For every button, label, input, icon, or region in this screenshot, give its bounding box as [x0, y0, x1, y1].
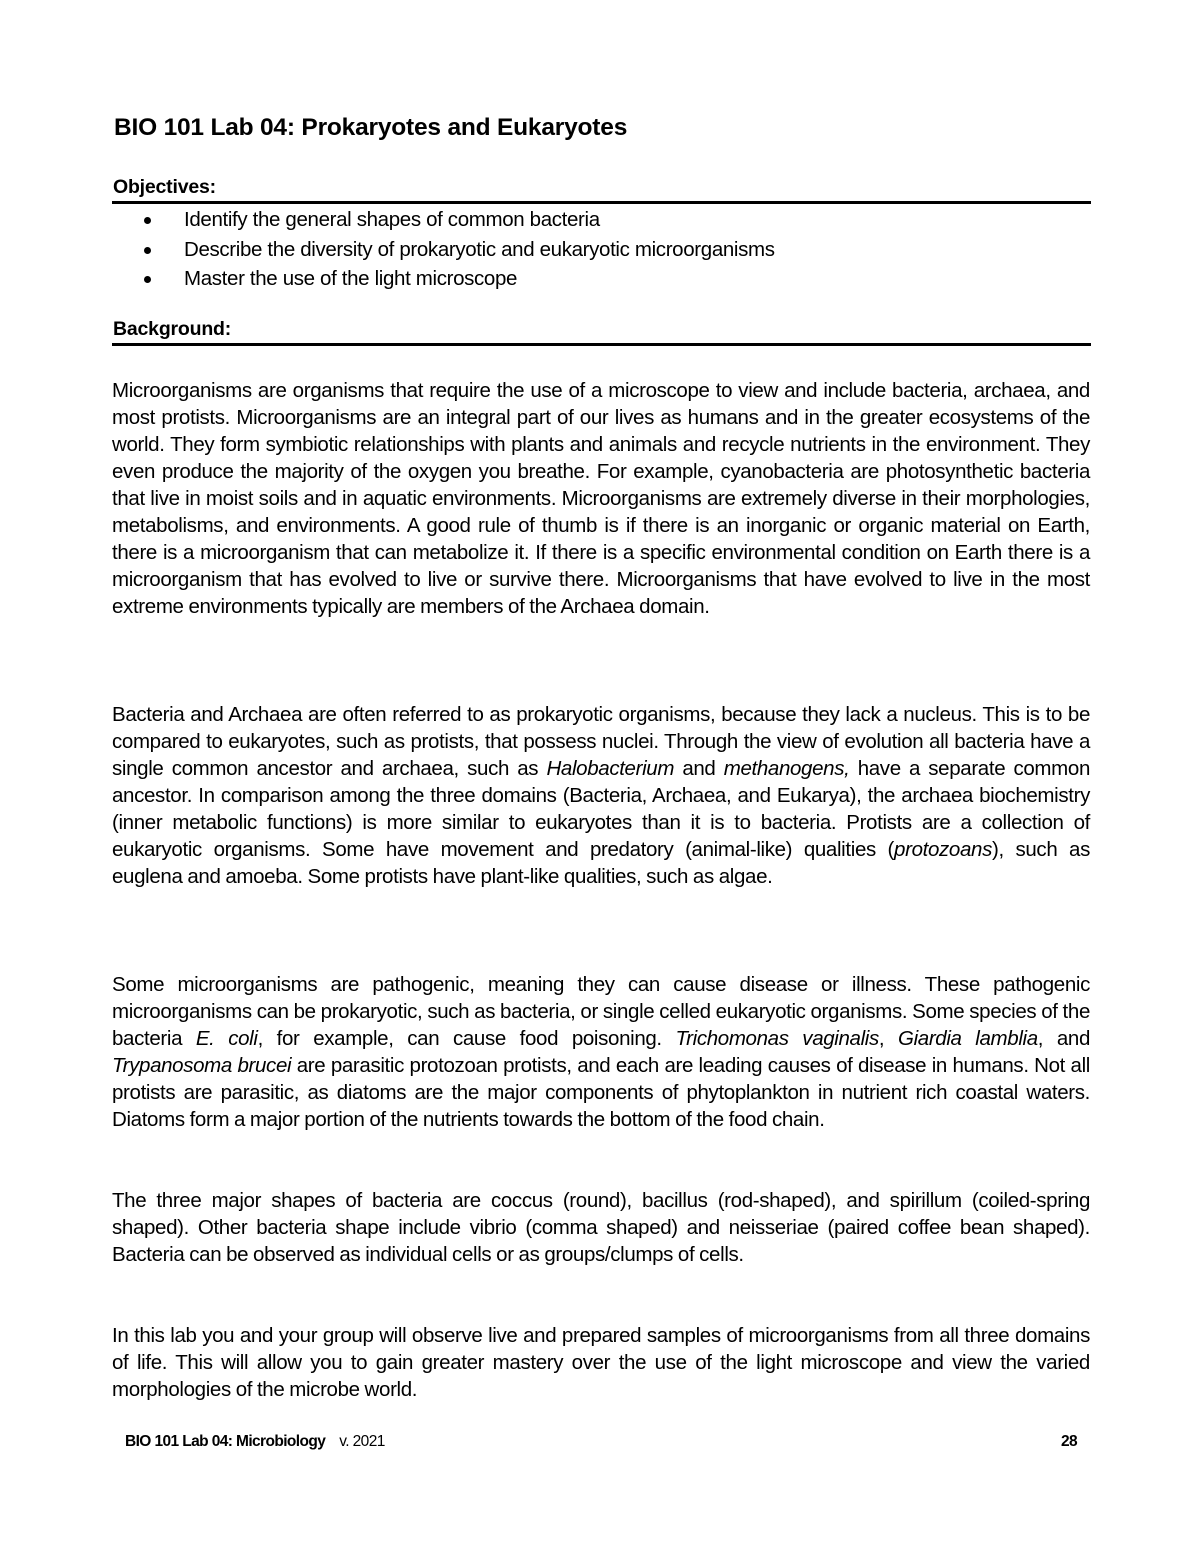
- objective-item: [112, 235, 775, 265]
- objective-text: Master the use of the light microscope: [184, 267, 518, 290]
- footer-course-label: [125, 1433, 385, 1451]
- footer-version: v. 2021: [339, 1433, 385, 1450]
- text-run: Microorganisms are organisms that require the use of a microscope to view and include bacteria, archaea, and most protists. Microorganisms are an integral part of our lives as humans and in the greater ecosystems of the world. They form symbiotic relationships with plants and animals and recycle nutrients in the environment. They even produce the majority of the oxygen you breathe. For example, cyanobacteria are photosynthetic bacteria that live in moist soils and in aquatic environments. Microorganisms are extremely diverse in their morphologies, metabolisms, and environments. A good rule of thumb is if there is an inorganic or organic material on Earth, there is a microorganism that can metabolize it. If there is a specific environmental condition on Earth there is a microorganism that has evolved to live or survive there. Microorganisms that have evolved to live in the most extreme environments typically are members of the Archaea domain.: [112, 379, 1090, 618]
- italic-term: Trypanosoma brucei: [112, 1054, 292, 1077]
- objective-text: Identify the general shapes of common bacteria: [184, 208, 600, 231]
- text-run: The three major shapes of bacteria are coccus (round), bacillus (rod-shaped), and spirillum (coiled-spring shaped). Other bacteria shape include vibrio (comma shaped) and neisseriae (paired coffee bean shaped). Bacteria can be observed as individual cells or as groups/clumps of cells.: [112, 1189, 1090, 1266]
- page-number: 28: [1060, 1433, 1077, 1450]
- italic-term: methanogens,: [723, 757, 850, 780]
- italic-term: Trichomonas vaginalis: [675, 1027, 879, 1050]
- text-run: , for example, can cause food poisoning.: [257, 1027, 676, 1050]
- page-title: BIO 101 Lab 04: Prokaryotes and Eukaryotes: [114, 114, 628, 141]
- objectives-heading: Objectives:: [112, 176, 1091, 204]
- italic-term: Halobacterium: [546, 757, 675, 780]
- text-run: Some microorganisms are pathogenic, meaning they can cause disease or illness. These pathogenic microorganisms can be prokaryotic, such as bacteria, or single celled eukaryotic organisms. Some species of the bacteria: [112, 973, 1090, 1050]
- text-run: , and: [1037, 1027, 1090, 1050]
- background-paragraph: [112, 1187, 1090, 1268]
- background-paragraph: [112, 1322, 1090, 1403]
- background-paragraph: [112, 971, 1090, 1133]
- objectives-list: [112, 205, 775, 294]
- text-run: and: [674, 757, 724, 780]
- italic-term: E. coli: [195, 1027, 258, 1050]
- italic-term: Giardia lamblia: [897, 1027, 1038, 1050]
- italic-term: protozoans: [894, 838, 992, 861]
- bullet-icon: [144, 217, 151, 224]
- text-run: are parasitic protozoan protists, and each are leading causes of disease in humans. Not all protists are parasitic, as diatoms are the major components of phytoplankton in nutrient rich coastal waters. Diatoms form a major portion of the nutrients towards the bottom of the food chain.: [112, 1054, 1091, 1131]
- background-paragraph: [112, 701, 1090, 890]
- objective-text: Describe the diversity of prokaryotic and eukaryotic microorganisms: [184, 237, 775, 261]
- bullet-icon: [144, 247, 151, 254]
- objective-item: [112, 264, 775, 294]
- bullet-icon: [144, 276, 151, 283]
- text-run: ), such as euglena and amoeba. Some protists have plant-like qualities, such as algae.: [112, 838, 1090, 888]
- background-heading: Background:: [112, 318, 1091, 346]
- text-run: Bacteria and Archaea are often referred to as prokaryotic organisms, because they lack a nucleus. This is to be compared to eukaryotes, such as protists, that possess nuclei. Through the view of evolution all bacteria have a single common ancestor and archaea, such as: [112, 703, 1090, 780]
- objective-item: [112, 205, 775, 235]
- text-run: have a separate common ancestor. In comparison among the three domains (Bacteria, Archaea, and Eukarya), the archaea biochemistry (inner metabolic functions) is more similar to eukaryotes than it is to bacteria. Protists are a collection of eukaryotic organisms. Some have movement and predatory (animal-like) qualities (: [112, 757, 1090, 861]
- background-paragraph: [112, 377, 1090, 620]
- text-run: ,: [878, 1027, 898, 1050]
- text-run: In this lab you and your group will observe live and prepared samples of microorganisms from all three domains of life. This will allow you to gain greater mastery over the use of the light microscope and view the varied morphologies of the microbe world.: [112, 1324, 1090, 1401]
- footer-course: BIO 101 Lab 04: Microbiology: [125, 1433, 326, 1450]
